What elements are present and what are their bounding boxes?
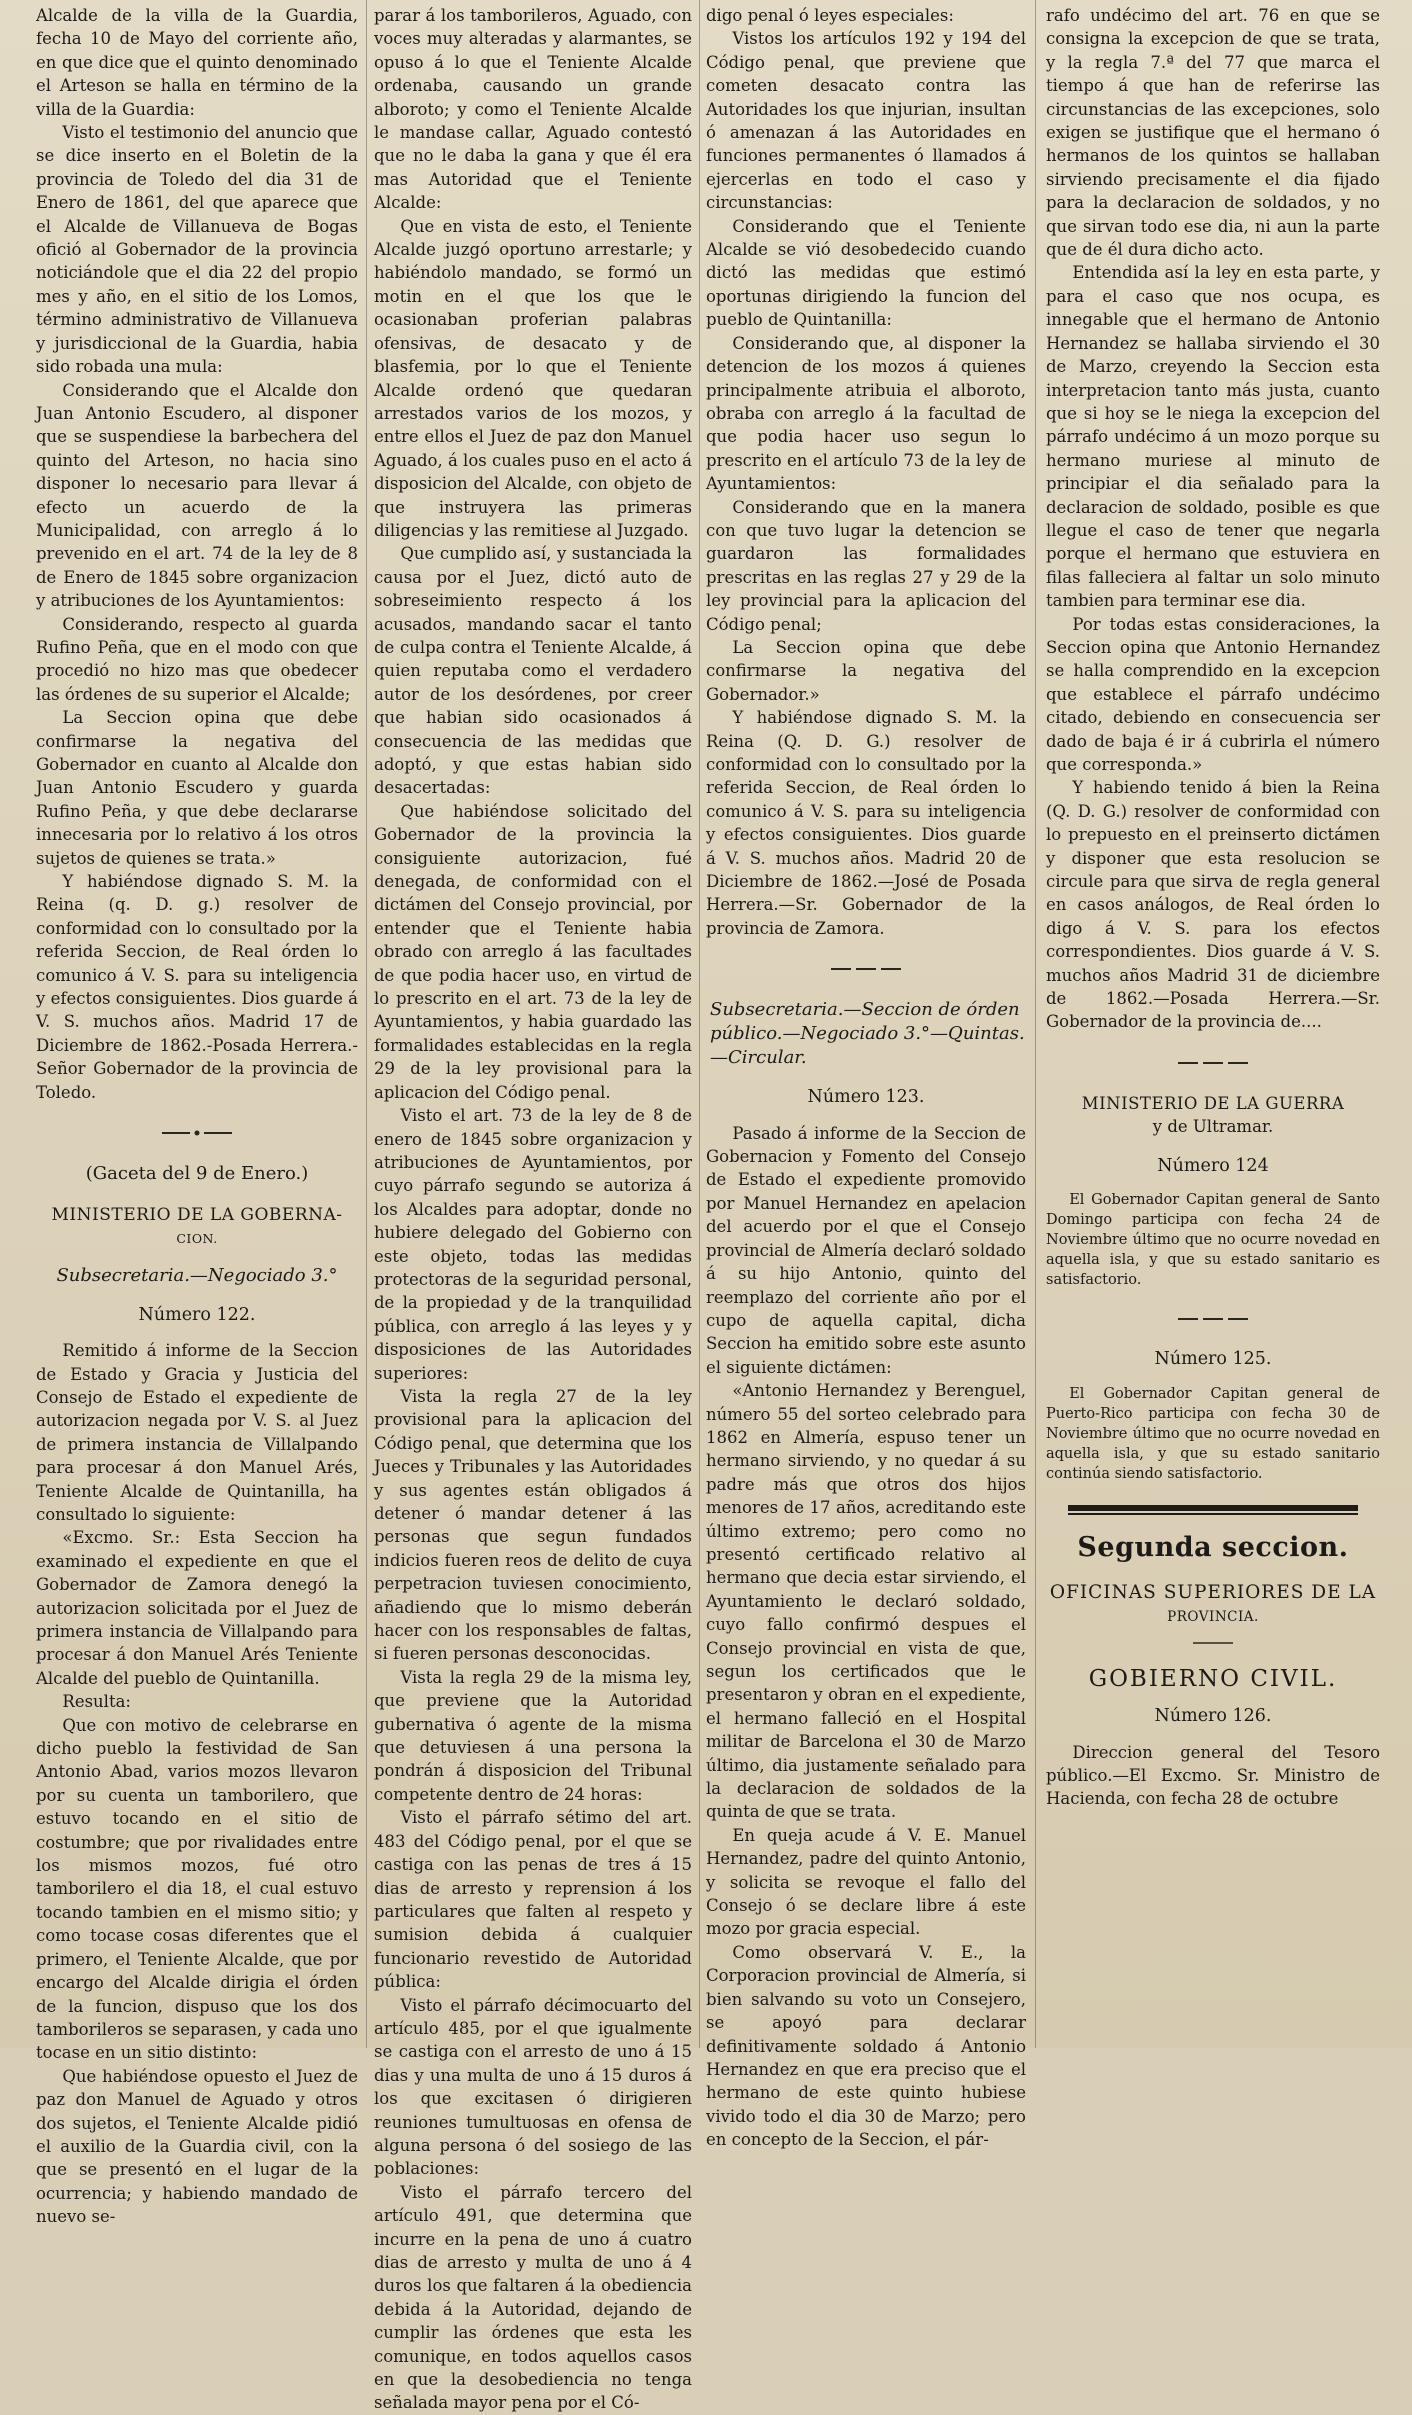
subsecretaria-heading: Subsecretaria.—Negociado 3.° <box>56 1265 338 1287</box>
paragraph: Como observará V. E., la Corporacion provincial de Almería, si bien salvando su voto un Consejero, se apoyó para declarar definitivamente soldado á Antonio Hernandez en que era preciso que el hermano de este quinto hubiese vivido todo el dia 30 de Marzo; pero en concepto de la Seccion, el pár- <box>706 1942 1026 2150</box>
paragraph: Entendida así la ley en esta parte, y para el caso que nos ocupa, es innegable que el hermano de Antonio Hernandez se hallaba sirviendo el 30 de Marzo, creyendo la Seccion esta interpretacion tanto más justa, cuanto que si hoy se le niega la excepcion del párrafo undécimo á un mozo porque su hermano muriese al minuto de principiar el dia señalado para la declaracion de soldado, posible es que llegue el caso de tener que negarla porque el hermano que estuviera en filas falleciera al faltar un solo minuto tambien para terminar ese dia. <box>1046 263 1380 611</box>
paragraph: Considerando que el Alcalde don Juan Antonio Escudero, al disponer que se suspendiese la barbechera del quinto del Arteson, no hacia sino disponer lo necesario para llevar á efecto un acuerdo de la Municipalidad, con arreglo á lo prevenido en el art. 74 de la ley de 8 de Enero de 1845 sobre organizacion y atribuciones de los Ayuntamientos: <box>36 380 358 611</box>
paragraph: Por todas estas consideraciones, la Seccion opina que Antonio Hernandez se halla comprendido en la excepcion que establece el párrafo undécimo citado, debiendo en consecuencia ser dado de baja é ir á cubrirla el número que corresponda.» <box>1046 614 1380 774</box>
item-number: Número 123. <box>807 1087 925 1108</box>
section-title: Segunda seccion. <box>1077 1531 1349 1563</box>
item-number: Número 124 <box>1157 1155 1269 1176</box>
paragraph: Vista la regla 27 de la ley provisional para la aplicacion del Código penal, que determina que los Jueces y Tribunales y las Autoridades y sus agentes están obligados á detener ó mandar detener á las personas que segun fundados indicios fueren reos de delito de cuya perpetracion tuviesen conocimiento, añadiendo que lo mismo deberán hacer con los responsables de faltas, si fueren personas desconocidas. <box>374 1386 692 1664</box>
paragraph: Que en vista de esto, el Teniente Alcalde juzgó oportuno arrestarle; y habiéndolo mandado, se formó un motin en el que los que le ocasionaban proferian palabras ofensivas, de desacato y de blasfemia, por lo que el Teniente Alcalde ordenó que quedaran arrestados varios de los mozos, y entre ellos el Juez de paz don Manuel Aguado, á los cuales puso en el acto á disposicion del Alcalde, con objeto de que instruyera las primeras diligencias y las remitiese al Juzgado. <box>374 216 692 540</box>
notice-paragraph: El Gobernador Capitan general de Santo Domingo participa con fecha 24 de Noviembre último que no ocurre novedad en aquella isla, y que su estado sanitario es satisfactorio. <box>1046 1192 1380 1289</box>
section-ornament <box>162 1128 232 1138</box>
paragraph: Que con motivo de celebrarse en dicho pueblo la festividad de San Antonio Abad, varios mozos llevaron por su cuenta un tamborilero, que estuvo tocando en el sitio de costumbre; que por rivalidades entre los mismos mozos, fué otro tamborilero el dia 18, el cual estuvo tocando tambien en el mismo sitio; y como tocase cosas diferentes que el primero, el Teniente Alcalde, que por encargo del Alcalde dirigia el órden de la funcion, dispuso que los dos tamborileros se separasen, y cada uno tocase en un sitio distinto: <box>36 1715 359 2063</box>
paragraph: Vista la regla 29 de la misma ley, que previene que la Autoridad gubernativa ó agente de la misma que detuviesen á una persona la pondrán á disposicion del Tribunal competente dentro de 24 horas: <box>374 1667 692 1804</box>
paragraph: Visto el párrafo décimocuarto del artículo 485, por el que igualmente se castiga con el arresto de uno á 15 dias y una multa de uno á 15 duros á los que excitasen ó dirigieren reuniones tumultuosas en ofensa de alguna persona ó del sosiego de las poblaciones: <box>374 1995 692 2179</box>
paragraph: Y habiendo tenido á bien la Reina (Q. D. G.) resolver de conformidad con lo prepuesto en el preinserto dictámen y disponer que esta resolucion se circule para que sirva de regla general en casos análogos, de Real órden lo digo á V. S. para los efectos correspondientes. Dios guarde á V. S. muchos años Madrid 31 de diciembre de 1862.—Posada Herrera.—Sr. Gobernador de la provincia de.... <box>1046 778 1380 1032</box>
heavy-divider <box>1068 1504 1358 1516</box>
paragraph: Visto el párrafo sétimo del art. 483 del Código penal, por el que se castiga con las penas de tres á 15 dias de arresto y reprension á los particulares que falten al respeto y sumision debida á cualquier funcionario revestido de Autoridad pública: <box>374 1808 692 1992</box>
offices-heading: OFICINAS SUPERIORES DE LA <box>1049 1581 1377 1603</box>
gazette-date: (Gaceta del 9 de Enero.) <box>85 1163 309 1185</box>
item-number: Número 126. <box>1154 1706 1272 1727</box>
paragraph: Direccion general del Tesoro público.—El Excmo. Sr. Ministro de Hacienda, con fecha 28 de octubre <box>1046 1742 1380 1809</box>
ministry-heading-cont: y de Ultramar. <box>1152 1117 1274 1137</box>
offices-heading-cont: PROVINCIA. <box>1167 1609 1259 1626</box>
subsecretaria-heading: Subsecretaria.—Seccion de órden público.—Negociado 3.°—Quintas.—Circular. <box>710 999 1025 1069</box>
paragraph: Y habiéndose dignado S. M. la Reina (q. D. g.) resolver de conformidad con lo consultado por la referida Seccion, de Real órden lo comunico á V. S. para su inteligencia y efectos consiguientes. Dios guarde á V. S. muchos años. Madrid 17 de Diciembre de 1862.-Posada Herrera.-Señor Gobernador de la provincia de Toledo. <box>36 872 358 1102</box>
government-heading: GOBIERNO CIVIL. <box>1088 1665 1338 1692</box>
paragraph: Que habiéndose solicitado del Gobernador de la provincia la consiguiente autorizacion, fué denegada, de conformidad con el dictámen del Consejo provincial, por entender que el Teniente habia obrado con arreglo á las facultades de que podia hacer uso, en virtud de lo prescrito en el art. 73 de la ley de Ayuntamientos, y habia guardado las formalidades establecidas en la regla 29 de la ley provisional para la aplicacion del Código penal. <box>374 801 692 1102</box>
paragraph: Vistos los artículos 192 y 194 del Código penal, que previene que cometen desacato contra las Autoridades los que injurian, insultan ó amenazan á las Autoridades en funciones permanentes ó llamados á ejercerlas en todo el caso y circunstancias: <box>706 29 1026 213</box>
notice-paragraph: El Gobernador Capitan general de Puerto-Rico participa con fecha 30 de Noviembre último que no ocurre novedad en aquella isla, y que su estado sanitario continúa siendo satisfactorio. <box>1046 1385 1380 1482</box>
column-3 <box>706 4 1026 2150</box>
paragraph: Remitido á informe de la Seccion de Estado y Gracia y Justicia del Consejo de Estado el expediente de autorizacion negada por V. S. al Juez de primera instancia de Villalpando para procesar á don Manuel Arés, Teniente Alcalde de Quintanilla, ha consultado lo siguiente: <box>36 1341 358 1524</box>
paragraph: Considerando que el Teniente Alcalde se vió desobedecido cuando dictó las medidas que estimó oportunas dirigiendo la funcion del pueblo de Quintanilla: <box>706 216 1026 330</box>
ministry-heading: MINISTERIO DE LA GOBERNA- <box>51 1204 343 1225</box>
paragraph: Visto el art. 73 de la ley de 8 de enero de 1845 sobre organizacion y atribuciones de Ayuntamientos, por cuyo párrafo segundo se autoriza á los Alcaldes para adoptar, donde no hubiere delegado del Gobierno con este objeto, todas las medidas protectoras de la seguridad personal, de la propiedad y de la tranquilidad pública, con arreglo á las leyes y y disposiciones de las Autoridades superiores: <box>374 1106 692 1383</box>
paragraph: Considerando que, al disponer la detencion de los mozos á quienes principalmente atribuia el alboroto, obraba con arreglo á la facultad de que podia hacer uso segun lo prescrito en el artículo 73 de la ley de Ayuntamientos: <box>706 333 1026 494</box>
item-number: Número 125. <box>1154 1349 1272 1370</box>
paragraph: Considerando, respecto al guarda Rufino Peña, que en el modo con que procedió no hizo mas que obedecer las órdenes de su superior el Alcalde; <box>36 614 358 704</box>
paragraph: La Seccion opina que debe confirmarse la negativa del Gobernador.» <box>706 637 1026 704</box>
paragraph: Y habiéndose dignado S. M. la Reina (Q. D. G.) resolver de conformidad con lo consultado por la referida Seccion, de Real órden lo comunico á V. S. para su inteligencia y efectos consiguientes. Dios guarde á V. S. muchos años. Madrid 20 de Diciembre de 1862.—José de Posada Herrera.—Sr. Gobernador de la provincia de Zamora. <box>706 708 1026 938</box>
paragraph: La Seccion opina que debe confirmarse la negativa del Gobernador en cuanto al Alcalde don Juan Antonio Escudero y guarda Rufino Peña, y que debe declararse innecesaria por lo relativo á los otros sujetos de quienes se trata.» <box>36 708 358 868</box>
section-ornament <box>1178 1314 1248 1324</box>
small-ornament <box>1193 1640 1233 1650</box>
paragraph: Resulta: <box>62 1692 131 1712</box>
paragraph: Visto el testimonio del anuncio que se dice inserto en el Boletin de la provincia de Toledo del dia 31 de Enero de 1861, del que aparece que el Alcalde de Villanueva de Bogas ofició al Gobernador de la provincia noticiándole que el dia 22 del propio mes y año, en el sitio de los Lomos, término administrativo de Villanueva y jurisdiccional de la Guardia, habia sido robada una mula: <box>36 123 358 377</box>
item-number: Número 122. <box>138 1304 256 1325</box>
paragraph: Que cumplido así, y sustanciada la causa por el Juez, dictó auto de sobreseimiento respecto á los acusados, mandando sacar el tanto de culpa contra el Teniente Alcalde, á quien reputaba como el verdadero autor de los desórdenes, por creer que habian sido ocasionados á consecuencia de las medidas que adoptó, y que estas habian sido desacertadas: <box>374 544 692 798</box>
section-ornament <box>831 964 901 974</box>
paragraph: rafo undécimo del art. 76 en que se consigna la excepcion de que se trata, y la regla 7.ª del 77 que marca el tiempo á que han de referirse las circunstancias de las excepciones, solo exigen se justifique que el hermano ó hermanos de los quintos se hallaban sirviendo precisamente el dia fijado para la declaracion de soldados, y no que sirvan todo ese dia, ni aun la parte que de él dura dicho acto. <box>1046 6 1380 260</box>
paragraph: Considerando que en la manera con que tuvo lugar la detencion se guardaron las formalidades prescritas en las reglas 27 y 29 de la ley provincial para la aplicacion del Código penal; <box>706 497 1026 634</box>
paragraph: «Excmo. Sr.: Esta Seccion ha examinado el expediente en que el Gobernador de Zamora denegó la autorizacion solicitada por el Juez de primera instancia de Villalpando para procesar á don Manuel Arés Teniente Alcalde del pueblo de Quintanilla. <box>36 1528 358 1688</box>
column-rule <box>699 0 700 2048</box>
ministry-heading: MINISTERIO DE LA GUERRA <box>1081 1093 1345 1113</box>
paragraph: Que habiéndose opuesto el Juez de paz don Manuel de Aguado y otros dos sujetos, el Teniente Alcalde pidió el auxilio de la Guardia civil, con la que se presentó en el lugar de la ocurrencia; y habiendo mandado de nuevo se- <box>36 2066 358 2227</box>
column-1 <box>36 4 359 2227</box>
paragraph: Alcalde de la villa de la Guardia, fecha 10 de Mayo del corriente año, en que dice que el quinto denominado el Arteson se halla en término de la villa de la Guardia: <box>36 6 358 119</box>
column-2 <box>374 4 692 2413</box>
paragraph: Pasado á informe de la Seccion de Gobernacion y Fomento del Consejo de Estado el expediente promovido por Manuel Hernandez en apelacion del acuerdo por el que el Consejo provincial de Almería declaró soldado á su hijo Antonio, quinto del reemplazo del corriente año por el cupo de aquella capital, dicha Seccion ha emitido sobre este asunto el siguiente dictámen: <box>706 1123 1026 1377</box>
column-rule <box>1035 0 1036 2048</box>
paragraph: Visto el párrafo tercero del artículo 491, que determina que incurre en la pena de uno á cuatro dias de arresto y multa de uno á 4 duros los que faltaren á la obediencia debida á la Autoridad, dejando de cumplir las órdenes que esta les comunique, en todos aquellos casos en que la desobediencia no tenga señalada mayor pena por el Có- <box>374 2182 692 2413</box>
column-rule <box>366 0 367 2048</box>
ministry-heading-cont: CION. <box>176 1230 218 1246</box>
column-4 <box>1046 4 1380 2042</box>
paragraph: parar á los tamborileros, Aguado, con voces muy alteradas y alarmantes, se opuso á lo que el Teniente Alcalde ordenaba, causando un grande alboroto; y como el Teniente Alcalde le mandase callar, Aguado contestó que no le daba la gana y que él era mas Autoridad que el Teniente Alcalde: <box>374 6 692 213</box>
paragraph: «Antonio Hernandez y Berenguel, número 55 del sorteo celebrado para 1862 en Almería, espuso tener un hermano sirviendo, y no quedar á su padre más que otros dos hijos menores de 17 años, acreditando este último extremo; pero como no presentó certificado relativo al hermano que decia estar sirviendo, el Ayuntamiento le declaró soldado, cuyo fallo confirmó despues el Consejo provincial en vista de que, segun los certificados que le presentaron y obran en el expediente, el hermano falleció en el Hospital militar de Barcelona el 30 de Marzo último, dia justamente señalado para la declaracion de soldados de la quinta de que se trata. <box>706 1381 1026 1822</box>
paragraph: En queja acude á V. E. Manuel Hernandez, padre del quinto Antonio, y solicita se revoque el fallo del Consejo ó se declare libre á este mozo por gracia especial. <box>706 1825 1026 1939</box>
section-ornament <box>1178 1058 1248 1068</box>
paragraph: digo penal ó leyes especiales: <box>706 6 954 25</box>
